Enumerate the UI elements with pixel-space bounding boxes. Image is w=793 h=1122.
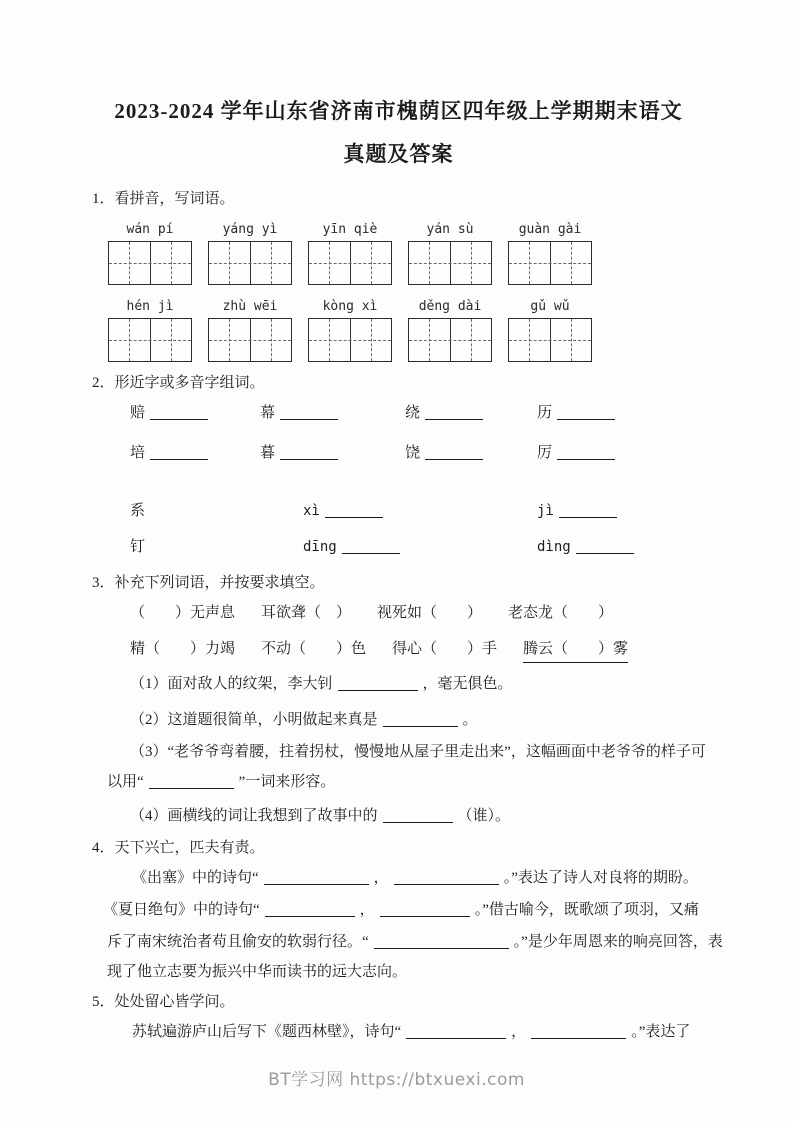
pair-item — [405, 442, 537, 464]
sub3-text-post: ”一词来形容。 — [238, 774, 336, 790]
pinyin-label: guàn gài — [518, 222, 582, 237]
writing-cell — [509, 319, 550, 361]
answer-blank[interactable] — [531, 1024, 626, 1039]
answer-blank[interactable] — [557, 405, 615, 420]
pinyin-label: yīn qiè — [322, 222, 378, 237]
pair-item — [537, 442, 705, 464]
writing-grid[interactable] — [308, 241, 392, 285]
pinyin-answer-group — [208, 222, 292, 285]
pair-item — [130, 402, 260, 424]
writing-cell — [250, 242, 292, 284]
writing-cell — [150, 242, 192, 284]
answer-blank[interactable] — [150, 445, 208, 460]
char-pair-row-2 — [92, 442, 705, 464]
question-3-sub4 — [92, 805, 705, 827]
writing-grid[interactable] — [408, 318, 492, 362]
polyphone-row-2 — [92, 536, 705, 558]
pinyin-label: dìng — [537, 539, 571, 555]
question-1-label: 1．看拼音，写词语。 — [92, 191, 235, 207]
sub2-text-post: 。 — [462, 712, 478, 728]
pinyin-label: jì — [537, 503, 554, 519]
sub4-text-pre: （4）画横线的词让我想到了故事中的 — [130, 808, 378, 824]
char: 厉 — [537, 445, 553, 461]
writing-grid[interactable] — [408, 241, 492, 285]
poly-item — [537, 500, 705, 522]
writing-grid[interactable] — [208, 318, 292, 362]
sub1-text-post: ，毫无俱色。 — [422, 676, 513, 692]
pinyin-label: yáng yì — [222, 222, 278, 237]
answer-blank[interactable] — [338, 676, 418, 691]
question-3-sub3-line1: （3）“老爷爷弯着腰，拄着拐杖，慢慢地从屋子里走出来”，这幅画面中老爷爷的样子可 — [130, 744, 706, 760]
answer-blank[interactable] — [383, 808, 453, 823]
answer-blank[interactable] — [280, 445, 338, 460]
polyphone-row-1 — [92, 500, 705, 522]
exam-title-line1: 2023-2024 学年山东省济南市槐荫区四年级上学期期末语文 — [114, 99, 683, 123]
writing-cell — [350, 242, 392, 284]
pinyin-answer-group — [508, 299, 592, 362]
answer-blank[interactable] — [325, 503, 383, 518]
pinyin-row-2 — [92, 299, 705, 362]
pinyin-label: dīng — [303, 539, 337, 555]
q4-l2-pre: 《夏日绝句》中的诗句“ — [103, 902, 260, 918]
writing-cell — [450, 319, 492, 361]
sub4-text-post: （谁）。 — [457, 808, 511, 824]
answer-blank[interactable] — [559, 503, 617, 518]
idiom-item: （ ）无声息 — [130, 605, 236, 621]
question-3-label: 3．补充下列词语，并按要求填空。 — [92, 575, 325, 591]
idiom-row-1 — [92, 602, 705, 624]
answer-blank[interactable] — [374, 934, 509, 949]
question-4-label: 4．天下兴亡，匹夫有责。 — [92, 840, 265, 856]
answer-blank[interactable] — [557, 445, 615, 460]
char: 系 — [130, 503, 146, 519]
pinyin-label: yán sù — [426, 222, 474, 237]
pinyin-answer-group — [408, 299, 492, 362]
answer-blank[interactable] — [280, 405, 338, 420]
writing-cell — [450, 242, 492, 284]
question-4-line3 — [92, 931, 723, 953]
q4-l2-mid: ， — [359, 902, 375, 918]
idiom-item: 不动（ ）色 — [261, 641, 367, 657]
writing-cell — [550, 242, 592, 284]
question-3-sub2 — [92, 709, 705, 731]
writing-cell — [109, 319, 150, 361]
pinyin-answer-group — [408, 222, 492, 285]
pinyin-answer-group — [108, 222, 192, 285]
poly-item — [303, 536, 537, 558]
question-4-line4: 现了他立志要为振兴中华而读书的远大志向。 — [107, 964, 408, 980]
pinyin-label: gǔ wǔ — [530, 299, 570, 314]
pinyin-answer-group — [308, 299, 392, 362]
question-3-sub1 — [92, 673, 705, 695]
question-5-label: 5．处处留心皆学问。 — [92, 994, 235, 1010]
q5-l1-post: 。”表达了 — [631, 1024, 691, 1040]
sub2-text-pre: （2）这道题很简单，小明做起来真是 — [130, 712, 378, 728]
writing-grid[interactable] — [208, 241, 292, 285]
idiom-row-2 — [92, 638, 705, 663]
pinyin-label: děng dài — [418, 299, 482, 314]
writing-cell — [150, 319, 192, 361]
char: 暮 — [260, 445, 276, 461]
question-4-line2 — [92, 899, 705, 921]
pinyin-row-1 — [92, 222, 705, 285]
writing-cell — [550, 319, 592, 361]
exam-title-line2: 真题及答案 — [343, 142, 454, 166]
writing-cell — [409, 242, 450, 284]
writing-grid[interactable] — [508, 241, 592, 285]
char: 赔 — [130, 405, 146, 421]
idiom-item: 老态龙（ ） — [508, 605, 614, 621]
char-pair-row-1 — [92, 402, 705, 424]
idiom-item: 视死如（ ） — [377, 605, 483, 621]
answer-blank[interactable] — [425, 405, 483, 420]
question-3-sub3-line2 — [92, 771, 705, 793]
answer-blank[interactable] — [149, 774, 234, 789]
char: 历 — [537, 405, 553, 421]
char: 钉 — [130, 539, 146, 555]
pinyin-label: wán pí — [126, 222, 174, 237]
writing-grid[interactable] — [508, 318, 592, 362]
writing-cell — [109, 242, 150, 284]
pair-item — [130, 442, 260, 464]
writing-cell — [209, 319, 250, 361]
question-4-line1 — [92, 867, 705, 889]
writing-cell — [509, 242, 550, 284]
answer-blank[interactable] — [264, 870, 369, 885]
answer-blank[interactable] — [425, 445, 483, 460]
pair-item — [260, 402, 405, 424]
writing-grid[interactable] — [308, 318, 392, 362]
q4-l1-post: 。”表达了诗人对良将的期盼。 — [503, 870, 698, 886]
pinyin-answer-group — [308, 222, 392, 285]
q5-l1-pre: 苏轼遍游庐山后写下《题西林壁》，诗句“ — [132, 1024, 402, 1040]
q4-l2-post: 。”借古喻今，既歌颂了项羽，又痛 — [474, 902, 699, 918]
q4-l1-mid: ， — [373, 870, 389, 886]
sub3-text-pre: 以用“ — [107, 774, 144, 790]
pinyin-answer-group — [208, 299, 292, 362]
pair-item — [537, 402, 705, 424]
writing-cell — [309, 319, 350, 361]
site-watermark: BT学习网 https://btxuexi.com — [268, 1070, 525, 1090]
q4-l1-pre: 《出塞》中的诗句“ — [132, 870, 259, 886]
pinyin-answer-group — [108, 299, 192, 362]
writing-grid[interactable] — [108, 241, 192, 285]
q4-l3-pre: 斥了南宋统治者苟且偷安的软弱行径。“ — [107, 934, 369, 950]
pair-item — [260, 442, 405, 464]
pair-item — [405, 402, 537, 424]
answer-blank[interactable] — [394, 870, 499, 885]
q5-l1-mid: ， — [511, 1024, 527, 1040]
pinyin-label: hén jì — [126, 299, 174, 314]
char: 幕 — [260, 405, 276, 421]
sub1-text-pre: （1）面对敌人的纹架，李大钊 — [130, 676, 333, 692]
pinyin-label: zhù wēi — [222, 299, 278, 314]
writing-cell — [350, 319, 392, 361]
answer-blank[interactable] — [383, 712, 458, 727]
idiom-item: 得心（ ）手 — [392, 641, 498, 657]
answer-blank[interactable] — [342, 539, 400, 554]
writing-grid[interactable] — [108, 318, 192, 362]
question-5-line1 — [92, 1021, 705, 1043]
answer-blank[interactable] — [380, 902, 470, 917]
writing-cell — [250, 319, 292, 361]
writing-cell — [309, 242, 350, 284]
writing-cell — [409, 319, 450, 361]
pinyin-answer-group — [508, 222, 592, 285]
answer-blank[interactable] — [150, 405, 208, 420]
pinyin-label: xì — [303, 503, 320, 519]
writing-cell — [209, 242, 250, 284]
answer-blank[interactable] — [576, 539, 634, 554]
idiom-item-underlined: 腾云（ ）雾 — [523, 638, 628, 663]
exam-title — [92, 90, 705, 176]
idiom-item: 耳欲聋（ ） — [261, 605, 352, 621]
idiom-item: 精（ ）力竭 — [130, 641, 236, 657]
answer-blank[interactable] — [406, 1024, 506, 1039]
char: 绕 — [405, 405, 421, 421]
poly-item — [537, 536, 705, 558]
pinyin-label: kòng xì — [322, 299, 378, 314]
char: 培 — [130, 445, 146, 461]
char: 饶 — [405, 445, 421, 461]
q4-l3-post: 。”是少年周恩来的响亮回答，表 — [513, 934, 723, 950]
poly-item — [303, 500, 537, 522]
question-2-label: 2．形近字或多音字组词。 — [92, 375, 265, 391]
answer-blank[interactable] — [265, 902, 355, 917]
